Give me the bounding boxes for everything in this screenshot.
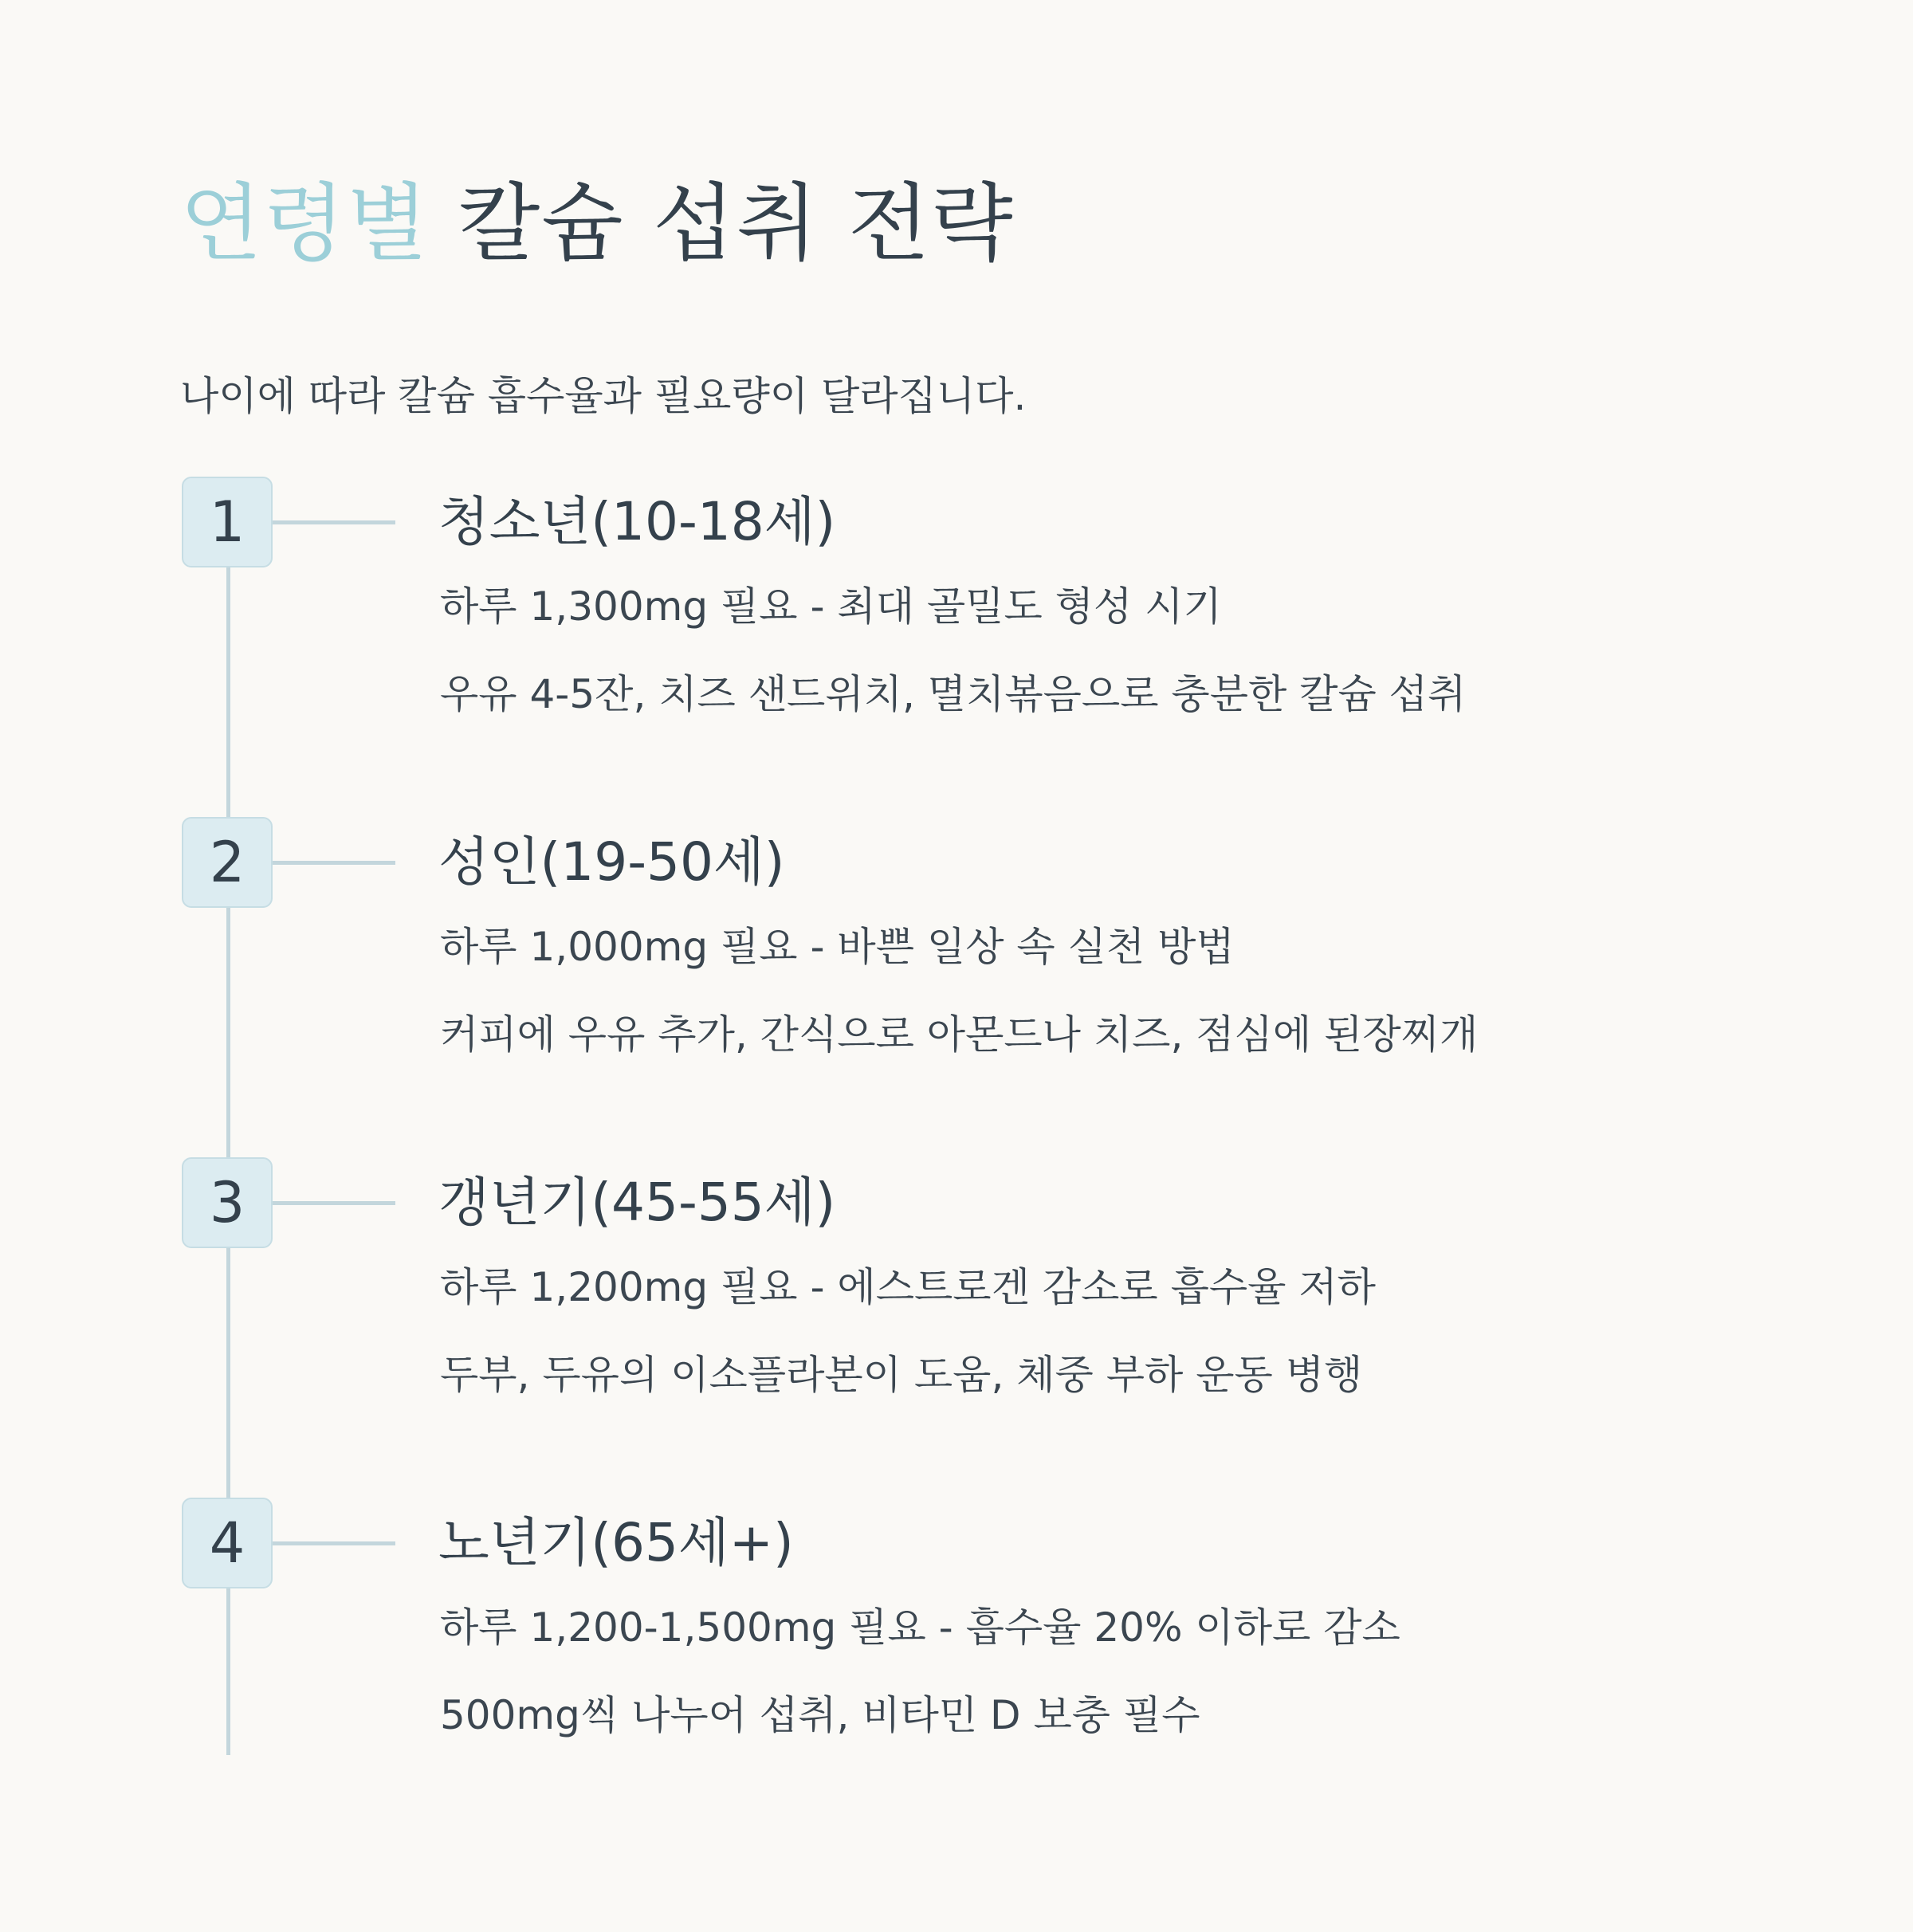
page-title <box>180 172 1015 276</box>
stage-requirement: 하루 1,300mg 필요 - 최대 골밀도 형성 시기 <box>440 583 1222 630</box>
stage-tips: 커피에 우유 추가, 간식으로 아몬드나 치즈, 점심에 된장찌개 <box>440 1011 1479 1058</box>
stage-tips: 두부, 두유의 이소플라본이 도움, 체중 부하 운동 병행 <box>440 1352 1363 1398</box>
stage-connector <box>273 861 395 865</box>
page-title-accent: 연령별 <box>180 175 430 273</box>
stage-tips: 우유 4-5잔, 치즈 샌드위치, 멸치볶음으로 충분한 칼슘 섭취 <box>440 671 1467 717</box>
stage-number-badge: 1 <box>182 477 273 567</box>
stage-connector <box>273 1541 395 1545</box>
page-subtitle: 나이에 따라 칼슘 흡수율과 필요량이 달라집니다. <box>180 373 1027 419</box>
stage-requirement: 하루 1,200mg 필요 - 에스트로겐 감소로 흡수율 저하 <box>440 1264 1376 1310</box>
stage-number-badge: 2 <box>182 817 273 908</box>
stage-title: 노년기(65세+) <box>438 1512 794 1573</box>
stage-title: 성인(19-50세) <box>438 831 785 893</box>
stage-title: 갱년기(45-55세) <box>438 1172 836 1233</box>
page-title-rest: 칼슘 섭취 전략 <box>430 175 1015 273</box>
stage-title: 청소년(10-18세) <box>438 491 836 552</box>
stage-connector <box>273 1201 395 1205</box>
stage-number-badge: 4 <box>182 1498 273 1588</box>
stage-requirement: 하루 1,200-1,500mg 필요 - 흡수율 20% 이하로 감소 <box>440 1604 1400 1651</box>
stage-connector <box>273 520 395 524</box>
stage-tips: 500mg씩 나누어 섭취, 비타민 D 보충 필수 <box>440 1692 1200 1738</box>
stage-requirement: 하루 1,000mg 필요 - 바쁜 일상 속 실천 방법 <box>440 924 1235 970</box>
stage-number-badge: 3 <box>182 1157 273 1248</box>
